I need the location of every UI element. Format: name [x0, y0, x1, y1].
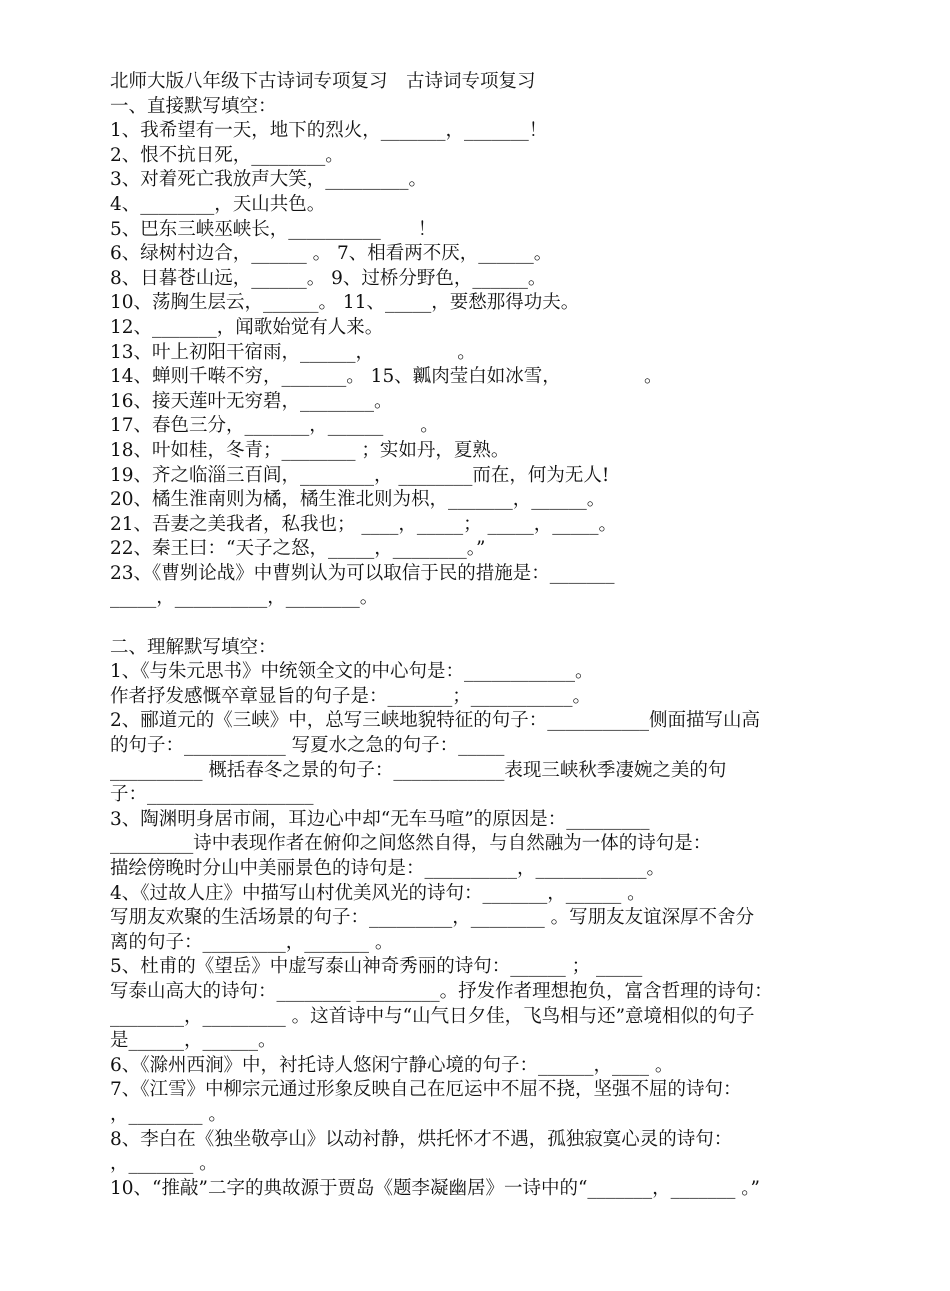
question-line: 写泰山高大的诗句：________ _________。抒发作者理想抱负，富含哲理的诗句： [110, 980, 773, 1002]
question-line: ，_______ 。 [110, 1153, 218, 1175]
question-line: 8、日暮苍山远，______。 9、过桥分野色，______。 [110, 267, 547, 289]
question-line: ，________ 。 [110, 1103, 227, 1125]
question-line: 22、秦王曰：“天子之怒，_____，________。” [110, 538, 486, 560]
question-line: 12、_______，闻歌始觉有人来。 [110, 316, 384, 338]
question-line: 3、对着死亡我放声大笑，_________。 [110, 169, 428, 191]
question-line: 2、郦道元的《三峡》中，总写三峡地貌特征的句子：___________侧面描写山高 [110, 710, 761, 732]
question-line: 写朋友欢聚的生活场景的句子：_________，________ 。写朋友友谊深厚不舍分 [110, 907, 755, 929]
question-line: 10、“推敲”二字的典故源于贾岛《题李凝幽居》一诗中的“_______，_______ 。” [110, 1177, 761, 1199]
question-line: 8、李白在《独坐敬亭山》以动衬静，烘托怀才不遇，孤独寂寞心灵的诗句： [110, 1128, 733, 1150]
question-line: 描绘傍晚时分山中美丽景色的诗句是：__________，____________。 [110, 858, 666, 879]
question-line: 10、荡胸生层云，______。 11、_____，要愁那得功夫。 [110, 292, 580, 314]
question-line: 2、恨不抗日死，________。 [110, 144, 344, 166]
question-line: 1、我希望有一天，地下的烈火，_______，_______！ [110, 120, 548, 142]
question-line: 6、《滁州西涧》中，衬托诗人悠闲宁静心境的句子：______，____ 。 [110, 1054, 674, 1076]
question-line: 离的句子：_________，_______ 。 [110, 931, 394, 953]
question-line: 5、巴东三峡巫峡长，__________ ！ [110, 218, 437, 240]
question-line: 18、叶如桂，冬青；________ ；实如丹，夏熟。 [110, 439, 510, 461]
question-line: 21、吾妻之美我者，私我也； ____，_____； _____，_____。 [110, 513, 618, 535]
section-1-heading: 一、直接默写填空： [110, 95, 277, 117]
question-line: 17、春色三分，_______，______ 。 [110, 415, 439, 437]
question-line: _________诗中表现作者在俯仰之间悠然自得，与自然融为一体的诗句是： [110, 833, 712, 855]
question-line: 1、《与朱元思书》中统领全文的中心句是：____________。 [110, 661, 594, 683]
question-line: 6、绿树村边合，______ 。 7、相看两不厌，______。 [110, 243, 553, 265]
document-title: 北师大版八年级下古诗词专项复习 古诗词专项复习 [110, 71, 536, 92]
question-line: 19、齐之临淄三百闾，________， ________而在，何为无人! [110, 464, 610, 486]
question-line: 16、接天莲叶无穷碧，________。 [110, 390, 393, 412]
section-2-heading: 二、理解默写填空： [110, 636, 277, 658]
question-line: 是______，______。 [110, 1030, 277, 1052]
question-line: 7、《江雪》中柳宗元通过形象反映自己在厄运中不屈不挠，坚强不屈的诗句： [110, 1079, 742, 1101]
section-1-items [110, 119, 890, 611]
question-line: 14、蝉则千啭不穷，_______。 15、瓤肉莹白如冰雪， 。 [110, 366, 663, 388]
question-line: _____，__________，________。 [110, 587, 379, 609]
question-line: 作者抒发感慨卒章显旨的句子是：_______；___________。 [110, 685, 592, 707]
question-line: __________ 概括春冬之景的句子：____________表现三峡秋季凄婉之美的句 [110, 759, 727, 781]
question-line: 13、叶上初阳干宿雨，______， 。 [110, 341, 476, 363]
question-line: 子：__________________ [110, 784, 314, 806]
question-line: 5、杜甫的《望岳》中虚写泰山神奇秀丽的诗句：______ ； _____ [110, 956, 643, 978]
question-line: 23、《曹刿论战》中曹刿认为可以取信于民的措施是：_______ [110, 562, 615, 584]
document-page [110, 70, 890, 1201]
question-line: 的句子：___________ 写夏水之急的句子：_____ [110, 735, 505, 757]
question-line: 20、橘生淮南则为橘，橘生淮北则为枳，_______，______。 [110, 489, 606, 511]
section-2-items [110, 660, 890, 1201]
question-line: 4、《过故人庄》中描写山村优美风光的诗句：_______，______ 。 [110, 882, 646, 904]
question-line: ________，_________ 。这首诗中与“山气日夕佳，飞鸟相与还”意境相似的句子 [110, 1005, 755, 1027]
question-line: 3、陶渊明身居市闹，耳边心中却“无车马喧”的原因是：_________ [110, 808, 650, 830]
question-line: 4、________，天山共色。 [110, 193, 326, 215]
section-spacer [110, 611, 890, 636]
